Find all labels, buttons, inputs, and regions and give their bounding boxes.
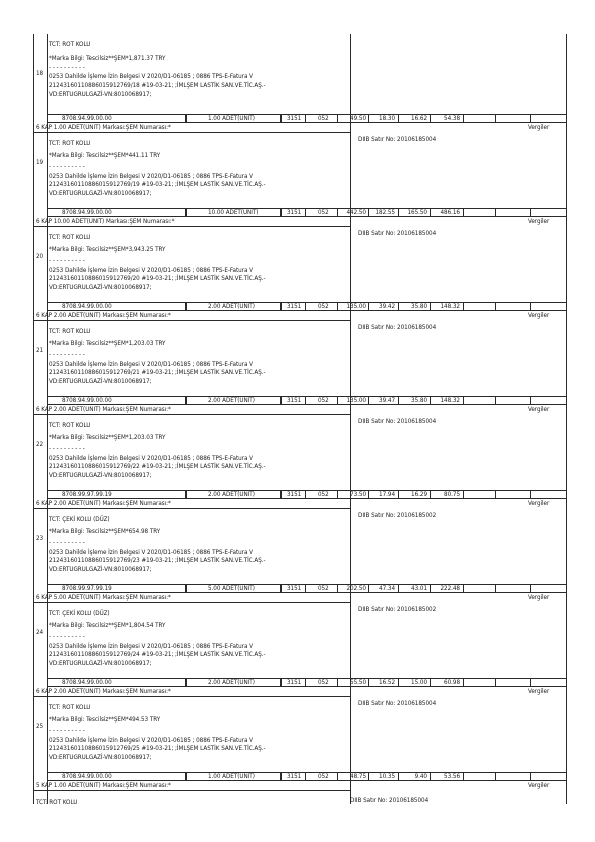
taxes-label: Vergiler [528,124,550,131]
quantity-unit: 1.00 ADET(UNIT) [208,115,255,122]
tax-office-line: VD:ERTUGRULGAZİ-VN:8010068917; [49,378,152,385]
value-4: 222.48 [440,585,460,592]
item-row-19-kap-underline [33,132,350,133]
item-row-19-cell-divider [398,114,399,123]
tct-text: TCT: ÇEKİ KOLU (DÜZ) [49,610,110,617]
item-row-23-cell-divider [398,490,399,499]
quantity-unit: 2.00 ADET(UNIT) [208,303,255,310]
value-3: 165.50 [407,209,427,216]
item-row-19-cell-divider [566,114,567,123]
separator-dashes: - - - - - - - - - - [49,539,85,546]
table-left-border [33,34,34,804]
item-row-24-cell-divider [566,584,567,593]
gtip-code: 8708.94.99.00.00 [62,773,112,780]
value-3: 9.40 [414,773,427,780]
package-info: 6 KAP 2.00 ADET(UNIT) Markası:ŞEM Numarası:* [36,312,171,319]
item-number: 18 [36,70,44,77]
value-3: 16.29 [411,491,427,498]
item-row-24-cell-divider [463,584,464,593]
item-row-19-cell-divider [530,114,531,123]
value-4: 148.32 [440,303,460,310]
value-1: 135.00 [346,303,366,310]
item-row-bottom-cell-divider [566,772,567,781]
separator-dashes: - - - - - - - - - - [49,727,85,734]
table-right-border [566,34,567,804]
item-row-22-cell-divider [281,396,282,405]
item-row-20-cell-divider [398,208,399,217]
item-row-bottom-cell-divider [337,772,338,781]
item-row-22-cell-divider [430,396,431,405]
item-number: 20 [36,253,44,260]
diib-row-number: DIIB Satır No: 20106185004 [358,230,437,237]
item-row-24-cell-divider [398,584,399,593]
brand-info: *Marka Bilgi: Tescilsiz**ŞEM*441.11 TRY [49,152,161,159]
value-3: 35.80 [411,397,427,404]
value-2: 39.47 [379,397,395,404]
item-row-24-cell-divider [186,584,187,593]
item-row-bottom-cell-divider [430,772,431,781]
item-row-23-cell-divider [530,490,531,499]
brand-info: *Marka Bilgi: Tescilsiz**ŞEM*1,804.54 TRY [49,622,166,629]
permit-line-1: 0253 Dahilde İşleme İzin Belgesi V 2020/D1-06185 ; 0886 TPS-E-Fatura V [49,549,253,556]
item-row-25-cell-divider [186,678,187,687]
package-info: 6 KAP 1.00 ADET(UNIT) Markası:ŞEM Numarası:* [36,124,171,131]
item-number: 23 [36,535,44,542]
item-row-bottom-cell-divider [530,772,531,781]
diib-row-number: DIIB Satır No: 20106185004 [358,136,437,143]
quantity-unit: 5.00 ADET(UNIT) [208,585,255,592]
gtip-code: 8708.99.97.99.19 [62,491,112,498]
item-row-24-cell-divider [337,584,338,593]
separator-dashes: - - - - - - - - - - [49,257,85,264]
diib-column-border [350,34,351,804]
item-row-23-cell-divider [337,490,338,499]
value-2: 10.35 [379,773,395,780]
item-row-21-cell-divider [186,302,187,311]
permit-line-2: 21243160110886015912769/22 #19-03-21; ;İMLŞEM LASTİK SAN.VE.TİC.AŞ.- [49,463,266,470]
item-row-25-cell-divider [430,678,431,687]
tax-office-line: VD:ERTUGRULGAZİ-VN:8010068917; [49,754,152,761]
value-4: 54.38 [444,115,460,122]
taxes-label: Vergiler [528,782,550,789]
value-3: 35.80 [411,303,427,310]
quantity-unit: 2.00 ADET(UNIT) [208,491,255,498]
item-number: 21 [36,347,44,354]
item-row-22-cell-divider [398,396,399,405]
quantity-unit: 2.00 ADET(UNIT) [208,397,255,404]
value-2: 47.34 [379,585,395,592]
item-row-20-cell-divider [281,208,282,217]
separator-dashes: - - - - - - - - - - [49,163,85,170]
brand-info: *Marka Bilgi: Tescilsiz**ŞEM*3,943.25 TRY [49,246,166,253]
tax-office-line: VD:ERTUGRULGAZİ-VN:8010068917; [49,566,152,573]
permit-line-1: 0253 Dahilde İşleme İzin Belgesi V 2020/D1-06185 ; 0886 TPS-E-Fatura V [49,173,253,180]
gtip-code: 8708.94.99.00.00 [62,303,112,310]
permit-line-2: 21243160110886015912769/18 #19-03-21; ;İMLŞEM LASTİK SAN.VE.TİC.AŞ.- [49,82,266,89]
value-4: 148.32 [440,397,460,404]
tax-office-line: VD:ERTUGRULGAZİ-VN:8010068917; [49,660,152,667]
permit-line-1: 0253 Dahilde İşleme İzin Belgesi V 2020/D1-06185 ; 0886 TPS-E-Fatura V [49,361,253,368]
item-number: 22 [36,441,44,448]
item-row-24-kap-underline [33,602,350,603]
permit-line-1: 0253 Dahilde İşleme İzin Belgesi V 2020/D1-06185 ; 0886 TPS-E-Fatura V [49,455,253,462]
regime-code: 3151 [287,491,302,498]
diib-row-number: DIIB Satır No: 20106185004 [358,700,437,707]
value-4: 53.56 [444,773,460,780]
item-row-19-cell-divider [186,114,187,123]
item-row-23-cell-divider [463,490,464,499]
tct-text: TCT: ÇEKİ KOLU (DÜZ) [49,516,110,523]
separator-dashes: - - - - - - - - - - [49,633,85,640]
taxes-label: Vergiler [528,500,550,507]
country-code: 052 [318,209,329,216]
quantity-unit: 2.00 ADET(UNIT) [208,679,255,686]
item-row-22-kap-underline [33,414,350,415]
item-row-20-cell-divider [495,208,496,217]
gtip-code: 8708.94.99.00.00 [62,679,112,686]
country-code: 052 [318,115,329,122]
tct-text: TCT: ROT KOLU [49,234,91,241]
tax-office-line: VD:ERTUGRULGAZİ-VN:8010068917; [49,472,152,479]
country-code: 052 [318,397,329,404]
permit-line-2: 21243160110886015912769/21 #19-03-21; ;İMLŞEM LASTİK SAN.VE.TİC.AŞ.- [49,369,266,376]
brand-info: *Marka Bilgi: Tescilsiz**ŞEM*1,871.37 TRY [49,55,166,62]
item-row-19-cell-divider [495,114,496,123]
diib-row-number: DIIB Satır No: 20106185004 [350,797,429,804]
item-row-22-cell-divider [566,396,567,405]
diib-row-number: DIIB Satır No: 20106185002 [358,512,437,519]
item-row-21-cell-divider [463,302,464,311]
taxes-label: Vergiler [528,312,550,319]
value-2: 16.52 [379,679,395,686]
item-row-20-cell-divider [337,208,338,217]
item-row-25-cell-divider [495,678,496,687]
tct-text: TCT: ROT KOLU [36,799,78,806]
item-row-21-cell-divider [368,302,369,311]
tct-text: TCT: ROT KOLU [49,704,91,711]
regime-code: 3151 [287,303,302,310]
country-code: 052 [318,491,329,498]
item-row-25-cell-divider [305,678,306,687]
taxes-label: Vergiler [528,594,550,601]
item-row-22-cell-divider [337,396,338,405]
permit-line-1: 0253 Dahilde İşleme İzin Belgesi V 2020/D1-06185 ; 0886 TPS-E-Fatura V [49,267,253,274]
item-row-21-cell-divider [398,302,399,311]
item-number: 24 [36,629,44,636]
item-row-25-cell-divider [398,678,399,687]
gtip-code: 8708.99.97.99.19 [62,585,112,592]
regime-code: 3151 [287,115,302,122]
value-4: 60.98 [444,679,460,686]
item-row-21-cell-divider [530,302,531,311]
brand-info: *Marka Bilgi: Tescilsiz**ŞEM*494.53 TRY [49,716,161,723]
value-2: 18.30 [379,115,395,122]
item-row-20-cell-divider [186,208,187,217]
item-row-20-cell-divider [463,208,464,217]
item-row-21-cell-divider [430,302,431,311]
item-row-23-cell-divider [281,490,282,499]
tct-text: TCT: ROT KOLU [49,140,91,147]
item-row-21-cell-divider [281,302,282,311]
item-row-23-cell-divider [305,490,306,499]
item-row-22-cell-divider [495,396,496,405]
gtip-code: 8708.94.99.00.00 [62,397,112,404]
permit-line-1: 0253 Dahilde İşleme İzin Belgesi V 2020/D1-06185 ; 0886 TPS-E-Fatura V [49,643,253,650]
permit-line-1: 0253 Dahilde İşleme İzin Belgesi V 2020/D1-06185 ; 0886 TPS-E-Fatura V [49,737,253,744]
item-row-21-cell-divider [566,302,567,311]
item-row-24-cell-divider [368,584,369,593]
item-row-20-cell-divider [566,208,567,217]
taxes-label: Vergiler [528,218,550,225]
item-row-21-kap-underline [33,320,350,321]
item-row-19-cell-divider [305,114,306,123]
item-row-25-cell-divider [337,678,338,687]
item-row-23-cell-divider [430,490,431,499]
value-1: 49.50 [350,115,366,122]
permit-line-2: 21243160110886015912769/25 #19-03-21; ;İMLŞEM LASTİK SAN.VE.TİC.AŞ.- [49,745,266,752]
item-row-25-cell-divider [368,678,369,687]
permit-line-2: 21243160110886015912769/20 #19-03-21; ;İMLŞEM LASTİK SAN.VE.TİC.AŞ.- [49,275,266,282]
item-row-21-cell-divider [337,302,338,311]
tct-text: TCT: ROT KOLU [49,328,91,335]
item-row-25-cell-divider [566,678,567,687]
taxes-label: Vergiler [528,406,550,413]
item-row-25-cell-divider [530,678,531,687]
package-info: 6 KAP 2.00 ADET(UNIT) Markası:ŞEM Numarası:* [36,406,171,413]
item-row-20-cell-divider [430,208,431,217]
item-row-bottom-cell-divider [398,772,399,781]
country-code: 052 [318,679,329,686]
taxes-label: Vergiler [528,688,550,695]
regime-code: 3151 [287,397,302,404]
package-info: 6 KAP 10.00 ADET(UNIT) Markası:ŞEM Numarası:* [36,218,175,225]
item-row-23-cell-divider [186,490,187,499]
regime-code: 3151 [287,585,302,592]
regime-code: 3151 [287,209,302,216]
item-row-23-kap-underline [33,508,350,509]
diib-row-number: DIIB Satır No: 20106185004 [358,418,437,425]
tax-office-line: VD:ERTUGRULGAZİ-VN:8010068917; [49,284,152,291]
diib-row-number: DIIB Satır No: 20106185004 [358,324,437,331]
item-row-bottom-cell-divider [368,772,369,781]
item-row-25-cell-divider [463,678,464,687]
value-1: 135.00 [346,397,366,404]
value-1: 48.75 [350,773,366,780]
brand-info: *Marka Bilgi: Tescilsiz**ŞEM*1,203.03 TRY [49,434,166,441]
permit-line-2: 21243160110886015912769/24 #19-03-21; ;İMLŞEM LASTİK SAN.VE.TİC.AŞ.- [49,651,266,658]
item-row-23-cell-divider [495,490,496,499]
item-row-19-cell-divider [368,114,369,123]
item-row-24-cell-divider [530,584,531,593]
item-row-24-cell-divider [495,584,496,593]
value-1: 55.50 [350,679,366,686]
item-row-bottom-cell-divider [495,772,496,781]
item-row-25-cell-divider [281,678,282,687]
country-code: 052 [318,585,329,592]
package-info: 6 KAP 5.00 ADET(UNIT) Markası:ŞEM Numarası:* [36,594,171,601]
item-row-24-cell-divider [281,584,282,593]
value-1: 73.50 [350,491,366,498]
item-row-21-cell-divider [305,302,306,311]
quantity-unit: 10.00 ADET(UNIT) [208,209,259,216]
tct-text: TCT: ROT KOLU [49,422,91,429]
regime-code: 3151 [287,773,302,780]
value-4: 486.16 [440,209,460,216]
item-row-24-cell-divider [305,584,306,593]
country-code: 052 [318,773,329,780]
regime-code: 3151 [287,679,302,686]
value-1: 202.50 [346,585,366,592]
item-row-25-kap-underline [33,696,350,697]
item-row-22-cell-divider [186,396,187,405]
item-row-22-cell-divider [368,396,369,405]
brand-info: *Marka Bilgi: Tescilsiz**ŞEM*1,203.03 TRY [49,340,166,347]
item-row-bottom-cell-divider [463,772,464,781]
item-row-20-cell-divider [368,208,369,217]
value-3: 15.00 [411,679,427,686]
item-row-22-cell-divider [463,396,464,405]
item-number: 25 [36,723,44,730]
value-3: 43.01 [411,585,427,592]
value-3: 16.62 [411,115,427,122]
permit-line-2: 21243160110886015912769/23 #19-03-21; ;İMLŞEM LASTİK SAN.VE.TİC.AŞ.- [49,557,266,564]
permit-line-2: 21243160110886015912769/19 #19-03-21; ;İMLŞEM LASTİK SAN.VE.TİC.AŞ.- [49,181,266,188]
item-row-19-cell-divider [463,114,464,123]
brand-info: *Marka Bilgi: Tescilsiz**ŞEM*654.98 TRY [49,528,161,535]
value-1: 442.50 [346,209,366,216]
gtip-code: 8708.94.99.00.00 [62,115,112,122]
diib-row-number: DIIB Satır No: 20106185002 [358,606,437,613]
item-number: 19 [36,159,44,166]
item-row-19-cell-divider [281,114,282,123]
value-2: 39.42 [379,303,395,310]
item-row-bottom-cell-divider [305,772,306,781]
separator-dashes: - - - - - - - - - - [49,351,85,358]
package-info: 6 KAP 2.00 ADET(UNIT) Markası:ŞEM Numarası:* [36,500,171,507]
value-2: 17.94 [379,491,395,498]
tct-text: TCT: ROT KOLU [49,41,91,48]
item-row-bottom-kap-underline [33,790,350,791]
gtip-code: 8708.94.99.00.00 [62,209,112,216]
item-row-22-cell-divider [305,396,306,405]
value-4: 80.75 [444,491,460,498]
item-row-24-cell-divider [430,584,431,593]
separator-dashes: - - - - - - - - - - [49,64,85,71]
quantity-unit: 1.00 ADET(UNIT) [208,773,255,780]
item-row-19-cell-divider [337,114,338,123]
item-row-bottom-cell-divider [281,772,282,781]
value-2: 182.55 [375,209,395,216]
item-row-bottom-cell-divider [186,772,187,781]
item-row-23-cell-divider [368,490,369,499]
package-info: 5 KAP 1.00 ADET(UNIT) Markası:ŞEM Numarası:* [36,782,171,789]
tax-office-line: VD:ERTUGRULGAZİ-VN:8010068917; [49,190,152,197]
package-info: 6 KAP 2.00 ADET(UNIT) Markası:ŞEM Numarası:* [36,688,171,695]
item-row-23-cell-divider [566,490,567,499]
item-row-20-kap-underline [33,226,350,227]
item-row-21-cell-divider [495,302,496,311]
item-row-22-cell-divider [530,396,531,405]
country-code: 052 [318,303,329,310]
item-row-20-cell-divider [530,208,531,217]
permit-line-1: 0253 Dahilde İşleme İzin Belgesi V 2020/D1-06185 ; 0886 TPS-E-Fatura V [49,73,253,80]
item-row-19-cell-divider [430,114,431,123]
tax-office-line: VD:ERTUGRULGAZİ-VN:8010068917; [49,91,152,98]
separator-dashes: - - - - - - - - - - [49,445,85,452]
item-row-20-cell-divider [305,208,306,217]
